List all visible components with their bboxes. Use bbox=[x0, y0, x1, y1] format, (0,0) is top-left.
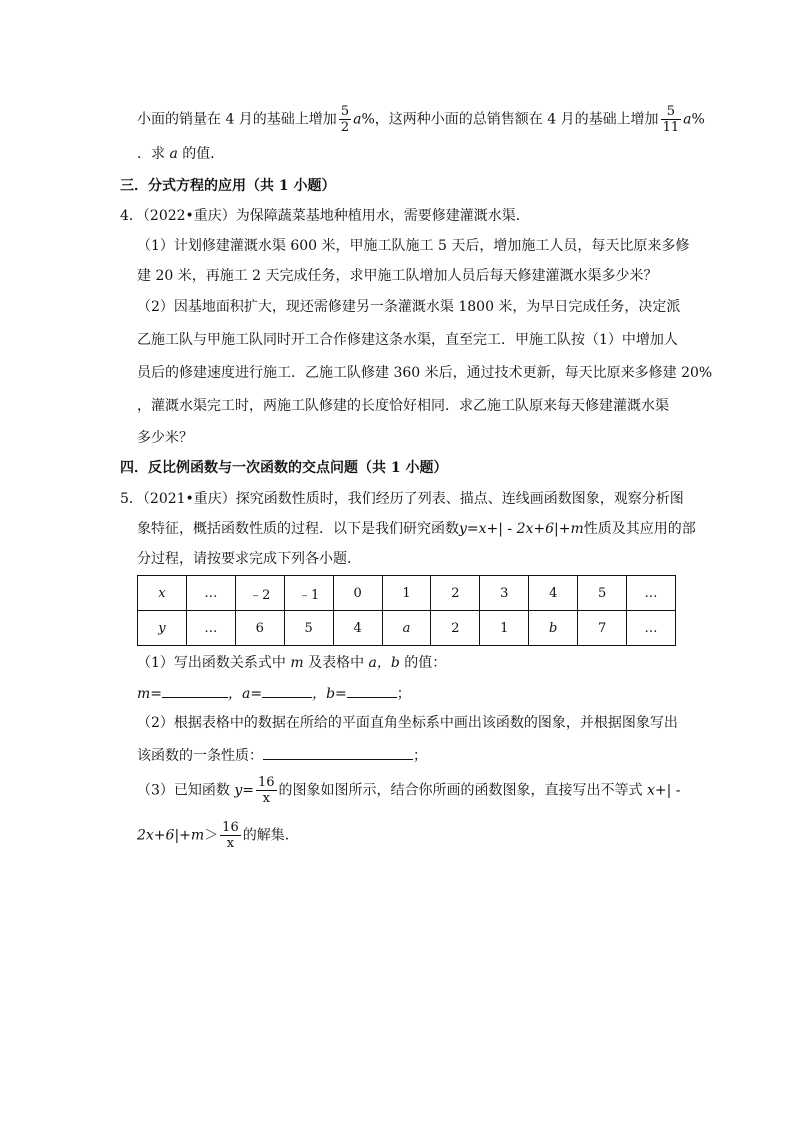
table-row-x bbox=[138, 576, 676, 611]
q5-sub3-tail: x+| - bbox=[647, 782, 681, 799]
q5-sub3-line1 bbox=[137, 775, 681, 806]
q5-sub2-end: ； bbox=[413, 748, 427, 764]
var-a: a bbox=[683, 111, 692, 128]
q4-sub1-line2: 建 20 米，再施工 2 天完成任务，求甲施工队增加人员后每天修建灌溉水渠多少米？ bbox=[137, 268, 658, 284]
fraction-5-2 bbox=[339, 104, 351, 135]
q4-sub2-line1: （2）因基地面积扩大，现还需修建另一条灌溉水渠 1800 米，为早日完成任务，决定派 bbox=[137, 299, 681, 315]
table-cell: 2 bbox=[431, 576, 480, 611]
q5-sub3-expr: 2x+6|+m bbox=[137, 827, 205, 844]
var-a: a bbox=[353, 111, 362, 128]
greater-than-sign: ＞ bbox=[204, 827, 219, 844]
table-cell: 5 bbox=[284, 611, 333, 646]
q5-sub3-post: 的图象如图所示，结合你所画的函数图象，直接写出不等式 bbox=[278, 782, 647, 799]
q5-sub1-pre: （1）写出函数关系式中 bbox=[137, 655, 291, 671]
table-cell: 2 bbox=[431, 611, 480, 646]
fraction-5-11 bbox=[661, 104, 682, 135]
frac-den: x bbox=[226, 836, 235, 851]
table-cell: 6 bbox=[235, 611, 284, 646]
q4-sub2-line3: 员后的修建速度进行施工．乙施工队修建 360 米后，通过技术更新，每天比原来多修建 20% bbox=[137, 365, 713, 381]
q5-line1: 5．（2021•重庆）探究函数性质时，我们经历了列表、描点、连线画函数图象，观察分析图 bbox=[120, 491, 684, 507]
section-4-heading: 四．反比例函数与一次函数的交点问题（共 1 小题） bbox=[120, 460, 448, 476]
q5-line2-post: 性质及其应用的部 bbox=[583, 521, 696, 537]
q5-line3: 分过程，请按要求完成下列各小题． bbox=[137, 551, 361, 567]
table-cell: ﹣1 bbox=[284, 576, 333, 611]
table-cell: 3 bbox=[480, 576, 529, 611]
table-cell: 5 bbox=[578, 576, 627, 611]
table-cell: a bbox=[382, 611, 431, 646]
q5-sub1-blanks bbox=[137, 683, 411, 704]
property-answer-blank[interactable] bbox=[263, 745, 413, 760]
q5-sub1 bbox=[137, 653, 446, 673]
table-cell: y bbox=[138, 611, 187, 646]
function-expression: y=x+| - 2x+6|+m bbox=[459, 521, 584, 537]
frac-num: 16 bbox=[258, 775, 275, 790]
q5-sub2-line1: （2）根据表格中的数据在所给的平面直角坐标系中画出该函数的图象，并根据图象写出 bbox=[137, 715, 678, 731]
table-row-y bbox=[138, 611, 676, 646]
a-label: ，a= bbox=[228, 686, 263, 702]
q5-sub3-line2-post: 的解集． bbox=[242, 827, 299, 844]
frac-den: x bbox=[262, 791, 270, 806]
frac-den: 11 bbox=[662, 120, 680, 135]
table-cell: 4 bbox=[333, 611, 382, 646]
q5-sub3-line2 bbox=[137, 820, 299, 851]
q5-line2 bbox=[137, 519, 696, 539]
table-cell: … bbox=[627, 576, 676, 611]
fraction-16-x bbox=[220, 820, 241, 851]
m-answer-blank[interactable] bbox=[162, 683, 228, 698]
q4-sub2-line5: 多少米？ bbox=[137, 430, 193, 446]
p1-mid: %，这两种小面的总销售额在 4 月的基础上增加 bbox=[361, 111, 659, 128]
p2-post: 的值． bbox=[177, 146, 225, 162]
blanks-end: ； bbox=[396, 686, 411, 702]
table-cell: 0 bbox=[333, 576, 382, 611]
table-cell: … bbox=[186, 611, 235, 646]
q4-sub2-line2: 乙施工队与甲施工队同时开工合作修建这条水渠，直至完工．甲施工队按（1）中增加人 bbox=[137, 332, 678, 348]
table-cell: 4 bbox=[529, 576, 578, 611]
q5-sub1-post: 的值： bbox=[399, 655, 447, 671]
b-label: ，b= bbox=[312, 686, 347, 702]
frac-num: 5 bbox=[661, 104, 682, 120]
q5-sub3-pre: （3）已知函数 bbox=[137, 782, 235, 799]
frac-num: 5 bbox=[340, 104, 350, 119]
p1-pre: 小面的销量在 4 月的基础上增加 bbox=[137, 111, 337, 128]
m-label: m= bbox=[137, 686, 163, 702]
q5-sub2-line2 bbox=[137, 745, 427, 766]
value-table bbox=[137, 575, 676, 646]
p1-line bbox=[137, 104, 705, 135]
fraction-16-x bbox=[256, 775, 277, 806]
var-y: y= bbox=[234, 782, 254, 799]
q4-intro: 4．（2022•重庆）为保障蔬菜基地种植用水，需要修建灌溉水渠． bbox=[120, 208, 530, 224]
p2-line bbox=[137, 144, 224, 164]
b-answer-blank[interactable] bbox=[347, 683, 397, 698]
var-a: a bbox=[169, 146, 178, 162]
p1-end: % bbox=[691, 111, 705, 128]
frac-num: 16 bbox=[222, 820, 239, 835]
var-m: m bbox=[290, 655, 304, 671]
q5-sub2-line2-text: 该函数的一条性质： bbox=[137, 748, 263, 764]
table-cell: 1 bbox=[480, 611, 529, 646]
table-cell: ﹣2 bbox=[235, 576, 284, 611]
q5-sub1-mid: 及表格中 bbox=[303, 655, 369, 671]
var-ab: a，b bbox=[368, 655, 400, 671]
table-cell: 7 bbox=[578, 611, 627, 646]
table-cell: … bbox=[186, 576, 235, 611]
table-cell: x bbox=[138, 576, 187, 611]
p2-pre: ．求 bbox=[137, 146, 170, 162]
q4-sub1-line1: （1）计划修建灌溉水渠 600 米，甲施工队施工 5 天后，增加施工人员，每天比原来多修 bbox=[137, 238, 690, 254]
section-3-heading: 三．分式方程的应用（共 1 小题） bbox=[120, 178, 336, 194]
table-cell: b bbox=[529, 611, 578, 646]
q5-line2-text: 象特征，概括函数性质的过程．以下是我们研究函数 bbox=[137, 521, 459, 537]
table-cell: … bbox=[627, 611, 676, 646]
frac-den: 2 bbox=[340, 120, 350, 135]
table-cell: 1 bbox=[382, 576, 431, 611]
a-answer-blank[interactable] bbox=[262, 683, 312, 698]
q4-sub2-line4: ，灌溉水渠完工时，两施工队修建的长度恰好相同．求乙施工队原来每天修建灌溉水渠 bbox=[137, 398, 669, 414]
